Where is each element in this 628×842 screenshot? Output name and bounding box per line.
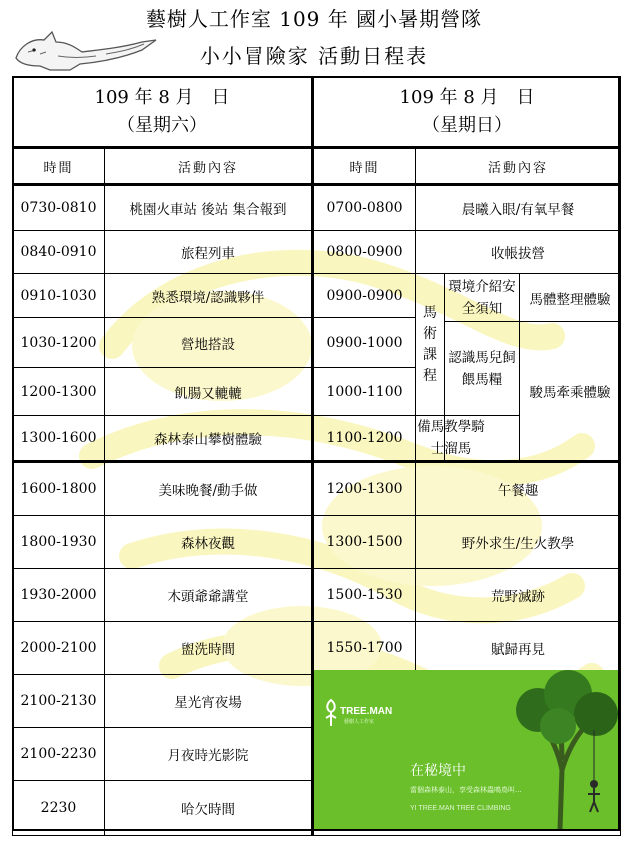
day1-time-cell: 0730-0810 (13, 185, 105, 231)
day1-activity-cell: 哈欠時間 (105, 781, 313, 836)
day2-time-cell: 1200-1300 (313, 462, 416, 516)
ad-brand: TREE.MAN (340, 706, 393, 717)
day2-time-cell: 1000-1100 (313, 368, 416, 416)
day1-time-cell: 2100-2130 (13, 675, 105, 728)
day1-activity-cell: 森林泰山攀樹體驗 (105, 416, 313, 462)
horse-right-label: 駿馬牽乘體驗 (529, 385, 611, 401)
day1-time-cell: 2000-2100 (13, 622, 105, 675)
horse-activity-cell (416, 416, 485, 462)
day2-time-cell: 1100-1200 (313, 416, 416, 462)
schedule-area (12, 76, 620, 831)
day1-activity-cell: 美味晚餐/動手做 (105, 462, 313, 516)
day1-time-cell: 0910-1030 (13, 274, 105, 318)
day2-header (313, 77, 621, 148)
day2-date: 109 年 8 月 日 (399, 86, 535, 108)
day1-weekday: （星期六） (117, 114, 207, 136)
day1-activity-cell: 飢腸又轆轆 (105, 368, 313, 416)
ad-footer: YI TREE.MAN TREE CLIMBING (410, 805, 511, 812)
day2-time-cell: 1550-1700 (313, 622, 416, 675)
day1-time-cell: 1930-2000 (13, 569, 105, 622)
treeman-mark-icon (322, 698, 340, 728)
horse-right-label: 馬體整理體驗 (529, 291, 611, 308)
header (0, 0, 628, 72)
day2-time-cell: 1500-1530 (313, 569, 416, 622)
day2-activity-header: 活動內容 (416, 148, 621, 185)
day1-time-header: 時間 (13, 148, 105, 185)
page-subtitle: 小小冒險家 活動日程表 (199, 44, 429, 68)
day2-activity-cell: 野外求生/生火教學 (416, 516, 621, 569)
horse-activity-label: 認識馬兒飼餵馬糧 (448, 349, 516, 388)
day2-time-cell: 1300-1500 (313, 516, 416, 569)
day2-activity-cell: 荒野滅跡 (416, 569, 621, 622)
day1-activity-cell: 旅程列車 (105, 231, 313, 274)
horse-activity-label: 備馬教學騎士溜馬 (417, 419, 485, 457)
day2-time-cell: 0800-0900 (313, 231, 416, 274)
day1-header (13, 77, 313, 148)
day1-activity-cell: 月夜時光影院 (105, 728, 313, 781)
day1-activity-header: 活動內容 (105, 148, 313, 185)
day1-time-cell: 2230 (13, 781, 105, 836)
day1-time-cell: 1200-1300 (13, 368, 105, 416)
day2-activity-cell: 收帳拔營 (416, 231, 621, 274)
day1-activity-cell: 桃園火車站 後站 集合報到 (105, 185, 313, 231)
day1-time-cell: 1800-1930 (13, 516, 105, 569)
ad-brand-sub: 藝樹人工作室 (344, 719, 375, 725)
day1-activity-cell: 木頭爺爺講堂 (105, 569, 313, 622)
tree-icon (498, 670, 618, 829)
day1-time-cell: 1030-1200 (13, 318, 105, 368)
day1-date: 109 年 8 月 日 (94, 86, 230, 108)
horse-course-cell (416, 274, 445, 416)
day1-time-cell: 0840-0910 (13, 231, 105, 274)
day2-activity-cell: 午餐趣 (416, 462, 621, 516)
day2-time-cell: 0700-0800 (313, 185, 416, 231)
ad-headline: 在秘境中 (410, 763, 466, 779)
horse-right-cell (520, 322, 621, 462)
day1-activity-cell: 森林夜觀 (105, 516, 313, 569)
horse-course-label: 馬術課程 (423, 304, 438, 384)
horse-activity-label: 環境介紹安全須知 (448, 278, 516, 317)
day1-activity-cell: 熟悉環境/認識夥伴 (105, 274, 313, 318)
day1-activity-cell: 盥洗時間 (105, 622, 313, 675)
horse-activity-cell (445, 322, 520, 416)
day1-activity-cell: 星光宵夜場 (105, 675, 313, 728)
ad-tagline: 當個森林泰山，享受森林蟲鳴鳥叫... (410, 786, 522, 794)
day2-time-header: 時間 (313, 148, 416, 185)
horse-activity-cell (445, 274, 520, 322)
day1-time-cell: 1600-1800 (13, 462, 105, 516)
tree-climbing-ad (314, 670, 618, 829)
day2-activity-cell: 晨曦入眼/有氧早餐 (416, 185, 621, 231)
day2-time-cell: 0900-1000 (313, 318, 416, 368)
horse-right-cell (520, 274, 621, 322)
day1-time-cell: 1300-1600 (13, 416, 105, 462)
day2-weekday: （星期日） (422, 114, 513, 136)
page-title: 藝樹人工作室 109 年 國小暑期營隊 (145, 7, 483, 31)
day1-time-cell: 2100-2230 (13, 728, 105, 781)
day2-activity-cell: 賦歸再見 (416, 622, 621, 675)
day2-time-cell: 0900-0900 (313, 274, 416, 318)
day1-activity-cell: 營地搭設 (105, 318, 313, 368)
